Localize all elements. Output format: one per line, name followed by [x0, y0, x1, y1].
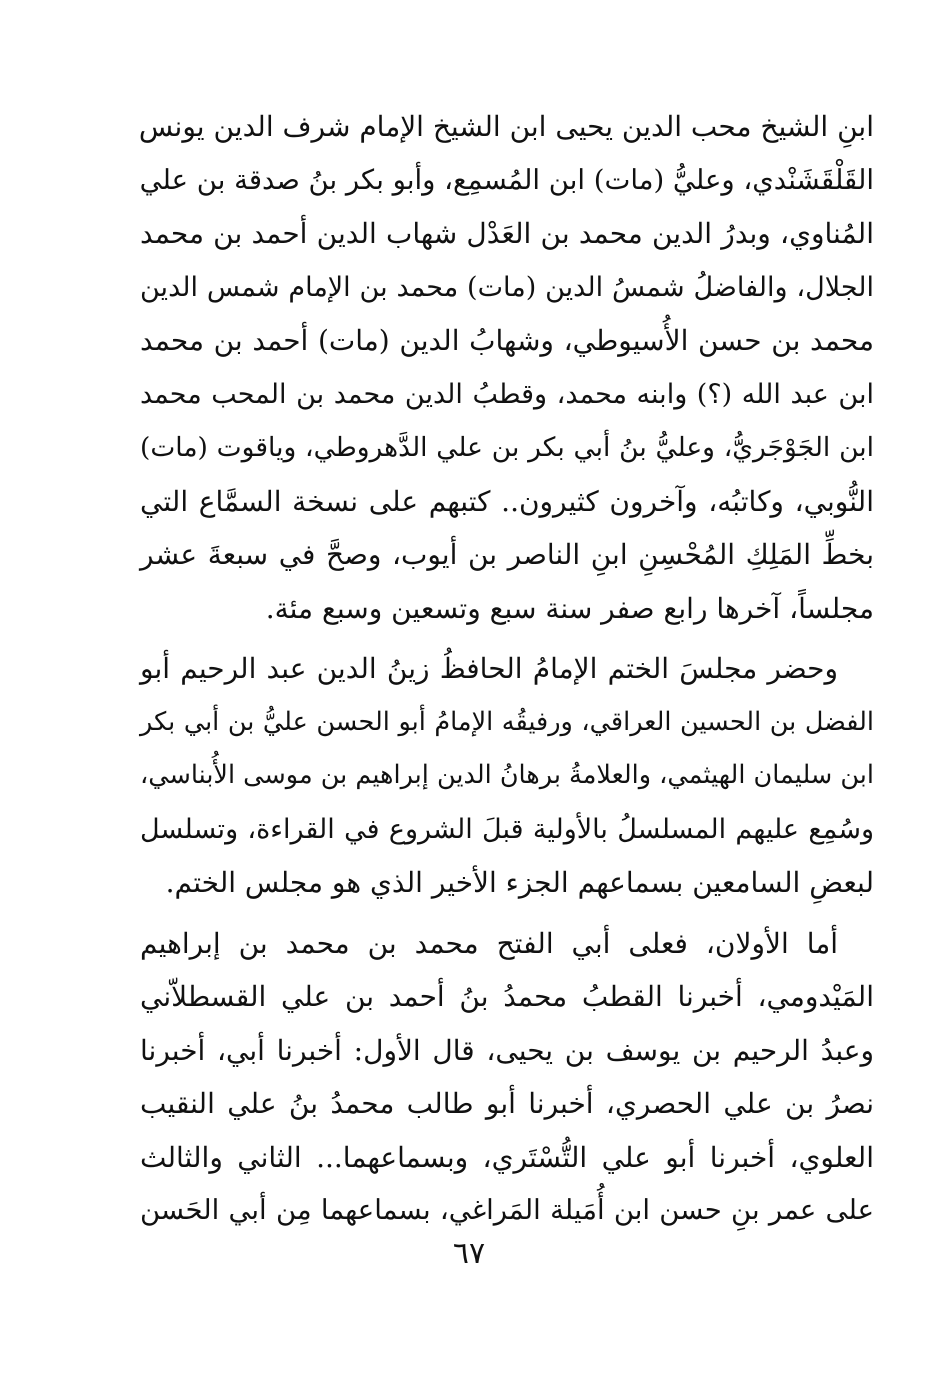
- paragraph-1: [140, 100, 874, 635]
- text-line: نصرُ بن علي الحصري، أخبرنا أبو طالب محمدُ بنُ علي النقيب: [140, 1087, 874, 1120]
- text-line: المَيْدومي، أخبرنا القطبُ محمدُ بنُ أحمد بن علي القسطلاّني: [140, 980, 874, 1013]
- text-line: أما الأولان، فعلى أبي الفتح محمد بن محمد بن إبراهيم: [140, 926, 838, 960]
- main-text: [140, 100, 874, 1238]
- text-line: ابن عبد الله (؟) وابنه محمد، وقطبُ الدين محمد بن المحب محمد: [140, 378, 874, 410]
- text-line: النُّوبي، وكاتبُه، وآخرون كثيرون.. كتبهم على نسخة السمَّاع التي: [140, 484, 874, 518]
- paragraph-3: [140, 917, 874, 1238]
- page-number: ٦٧: [452, 1236, 486, 1271]
- text-line: لبعضِ السامعين بسماعهم الجزء الأخير الذي هو مجلس الختم.: [165, 866, 874, 899]
- text-line: ابن الجَوْجَريُّ، وعليُّ بنُ أبي بكر بن علي الدَّهروطي، وياقوت (مات): [140, 432, 874, 463]
- text-line: محمد بن حسن الأُسيوطي، وشهابُ الدين (مات) أحمد بن محمد: [140, 324, 874, 357]
- text-line: بخطِّ المَلِكِ المُحْسِنِ ابنِ الناصر بن أيوب، وصحَّ في سبعةَ عشر: [140, 538, 874, 571]
- text-line: الجلال، والفاضلُ شمسُ الدين (مات) محمد بن الإمام شمس الدين: [140, 271, 874, 303]
- text-line: القَلْقَشَنْدي، وعليُّ (مات) ابن المُسمِع، وأبو بكر بنُ صدقة بن علي: [139, 163, 874, 196]
- text-line: وحضر مجلسَ الختم الإمامُ الحافظُ زينُ الدين عبد الرحيم أبو: [140, 652, 838, 685]
- text-line: على عمر بنِ حسن ابن أُمَيلة المَراغي، بسماعهما مِن أبي الحَسن: [140, 1194, 874, 1226]
- text-line: ابنِ الشيخ محب الدين يحيى ابن الشيخ الإمام شرف الدين يونس: [138, 110, 874, 143]
- paragraph-2: [140, 642, 874, 910]
- text-line: وعبدُ الرحيم بن يوسف بن يحيى، قال الأول: أخبرنا أبي، أخبرنا: [140, 1033, 874, 1067]
- text-line: ابن سليمان الهيثمي، والعلامةُ برهانُ الدين إبراهيم بن موسى الأُبناسي،: [140, 760, 874, 790]
- text-line: مجلساً، آخرها رابع صفر سنة سبع وتسعين وسبع مئة.: [265, 591, 874, 625]
- text-line: وسُمِع عليهم المسلسلُ بالأولية قبلَ الشروع في القراءة، وتسلسل: [140, 813, 874, 845]
- text-line: العلوي، أخبرنا أبو علي التُّسْتَري، وبسماعهما... الثاني والثالث: [140, 1140, 874, 1174]
- text-line: المُناوي، وبدرُ الدين محمد بن العَدْل شهاب الدين أحمد بن محمد: [140, 217, 874, 250]
- text-line: الفضل بن الحسين العراقي، ورفيقُه الإمامُ أبو الحسن عليُّ بن أبي بكر: [140, 706, 874, 737]
